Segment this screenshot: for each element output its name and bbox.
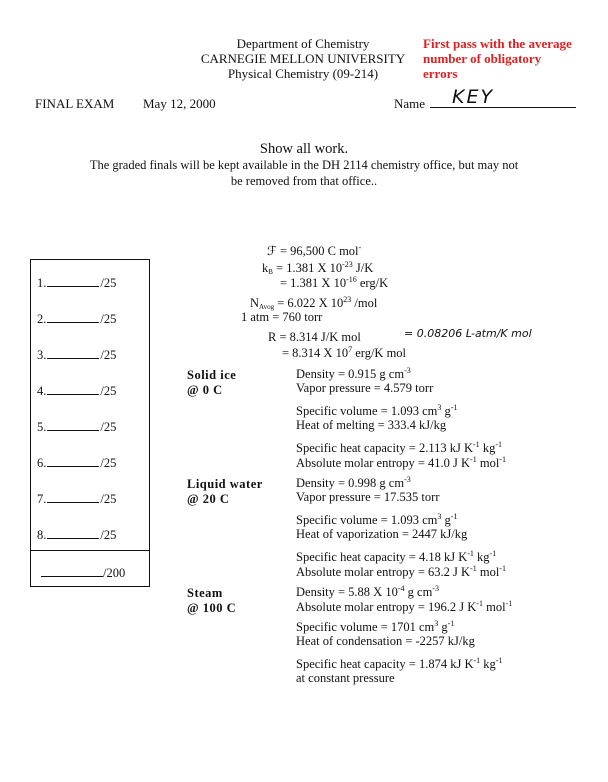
water-specific-volume: Specific volume = 1.093 $cm^3$ $g^{-1}$ xyxy=(296,512,458,527)
score-row-7: 7. /25 xyxy=(37,492,117,506)
steam-specific-volume: Specific volume = 1701 $cm^3$ $g^{-1}$ xyxy=(296,619,455,634)
red-annotation xyxy=(423,36,572,81)
atm-conversion: 1 atm = 760 torr xyxy=(241,310,323,324)
exam-date: May 12, 2000 xyxy=(143,96,216,111)
ice-heat-capacity: Specific heat capacity = 2.113 kJ $K^{-1}$ $kg^{-1}$ xyxy=(296,440,502,455)
steam-constant-pressure-note: at constant pressure xyxy=(296,671,395,685)
ice-molar-entropy: Absolute molar entropy = 41.0 J $K^{-1}$ mol$^{-1}$ xyxy=(296,455,506,470)
water-molar-entropy: Absolute molar entropy = 63.2 J $K^{-1}$ mol$^{-1}$ xyxy=(296,564,506,579)
water-density: Density = 0.998 g $cm^{-3}$ xyxy=(296,475,411,490)
steam-heat-condensation: Heat of condensation = -2257 kJ/kg xyxy=(296,634,475,648)
gas-constant-cgs: = 8.314 X $10^7$ erg/K mol xyxy=(282,345,407,360)
ice-vapor-pressure: Vapor pressure = 4.579 torr xyxy=(296,381,434,395)
steam-molar-entropy: Absolute molar entropy = 196.2 J $K^{-1}$ mol$^{-1}$ xyxy=(296,599,513,614)
annotation-line-2: number of obligatory xyxy=(423,51,542,66)
total-divider xyxy=(31,550,149,551)
score-row-5: 5. /25 xyxy=(37,420,117,434)
water-heat-vaporization: Heat of vaporization = 2447 kJ/kg xyxy=(296,527,468,541)
score-table xyxy=(30,259,150,587)
boltzmann-constant-cgs: = 1.381 X $10^{-16}$ erg/K xyxy=(280,275,389,290)
gas-constant: R = 8.314 J/K mol xyxy=(268,330,361,344)
name-value: KEY xyxy=(452,86,495,108)
annotation-line-1: First pass with the average xyxy=(423,36,572,51)
steam-heading: Steam xyxy=(187,586,223,600)
university-line: CARNEGIE MELLON UNIVERSITY xyxy=(200,51,406,66)
score-row-1: 1. /25 xyxy=(37,276,117,290)
avogadro-constant: $N_{Avog} = 6.022$ X $10^{23}$ /mol xyxy=(250,295,378,311)
steam-density: Density = 5.88 X $10^{-4}$ g $cm^{-3}$ xyxy=(296,584,439,599)
ice-heat-melting: Heat of melting = 333.4 kJ/kg xyxy=(296,418,447,432)
course-line: Physical Chemistry (09-214) xyxy=(227,66,379,81)
steam-temp: @ 100 C xyxy=(187,601,237,615)
ice-heading: Solid ice xyxy=(187,368,237,382)
department-line: Department of Chemistry xyxy=(236,36,370,51)
score-row-6: 6. /25 xyxy=(37,456,117,470)
water-temp: @ 20 C xyxy=(187,492,230,506)
name-label: Name xyxy=(394,96,426,111)
instructions-line-1: The graded finals will be kept available in the DH 2114 chemistry office, but may not xyxy=(89,158,519,172)
ice-specific-volume: Specific volume = 1.093 $cm^3$ $g^{-1}$ xyxy=(296,403,458,418)
score-row-2: 2. /25 xyxy=(37,312,117,326)
steam-heat-capacity: Specific heat capacity = 1.874 kJ $K^{-1}$ $kg^{-1}$ xyxy=(296,656,503,671)
show-work-heading: Show all work. xyxy=(259,141,349,157)
instructions-line-2: be removed from that office.. xyxy=(230,174,378,188)
score-total: /200 xyxy=(41,566,125,581)
faraday-constant: ℱ = 96,500 C mol- xyxy=(267,243,362,258)
score-row-3: 3. /25 xyxy=(37,348,117,362)
ice-density: Density = 0.915 g $cm^{-3}$ xyxy=(296,366,411,381)
ice-temp: @ 0 C xyxy=(187,383,223,397)
name-field[interactable] xyxy=(430,86,576,108)
score-row-4: 4. /25 xyxy=(37,384,117,398)
water-vapor-pressure: Vapor pressure = 17.535 torr xyxy=(296,490,440,504)
score-row-8: 8. /25 xyxy=(37,528,117,542)
exam-title: FINAL EXAM xyxy=(35,96,115,111)
annotation-line-3: errors xyxy=(423,66,458,81)
boltzmann-constant: $k_B = 1.381$ X $10^{-23}$ J/K xyxy=(262,260,374,276)
water-heat-capacity: Specific heat capacity = 4.18 kJ $K^{-1}$ $kg^{-1}$ xyxy=(296,549,497,564)
gas-constant-handwritten: = 0.08206 L-atm/K mol xyxy=(404,327,532,340)
water-heading: Liquid water xyxy=(187,477,263,491)
